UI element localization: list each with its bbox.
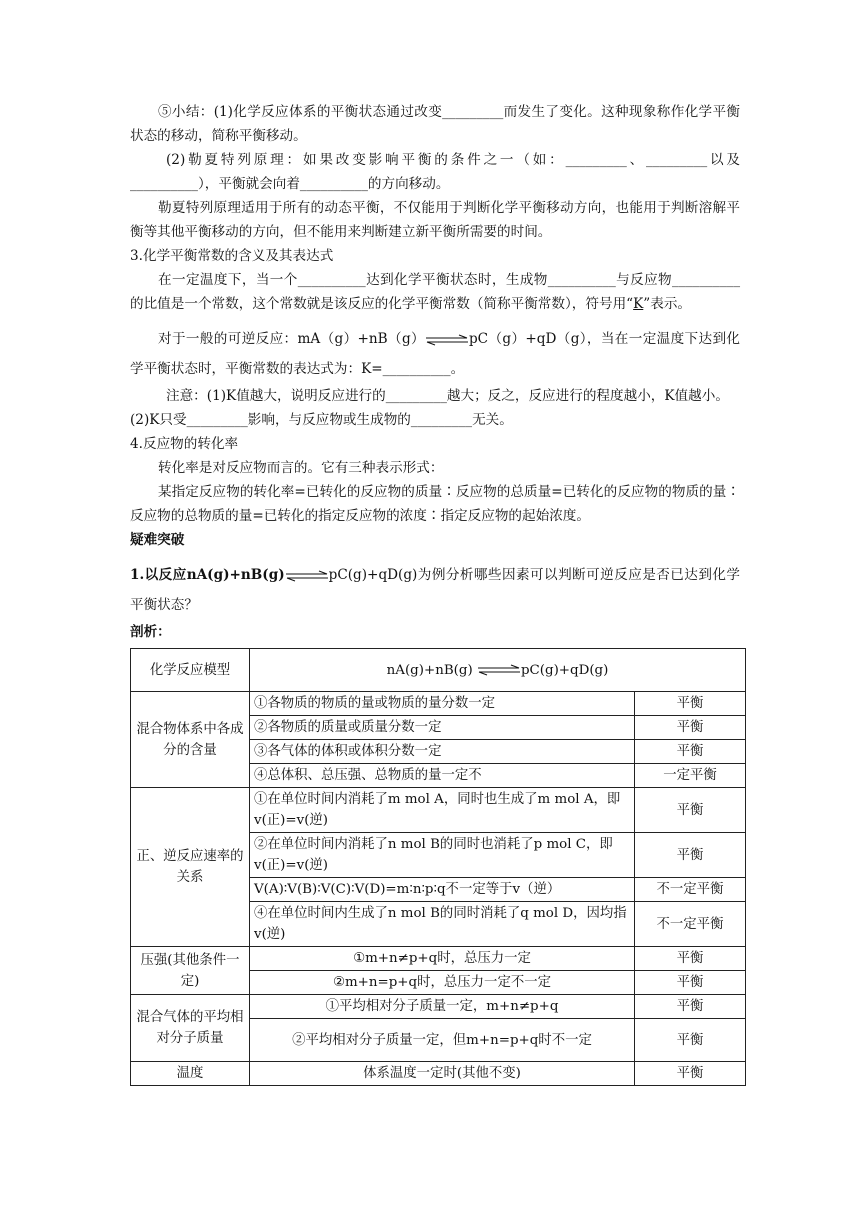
group-label-molar-mass: 混合气体的平均相对分子质量 (131, 995, 250, 1062)
condition-cell: ④总体积、总压强、总物质的量一定不 (250, 764, 635, 788)
general-reaction-paragraph (130, 324, 740, 384)
group-label-temperature: 温度 (131, 1062, 250, 1086)
condition-cell: ②各物质的质量或质量分数一定 (250, 716, 635, 740)
result-cell: 不一定平衡 (635, 902, 746, 947)
table-row (131, 1062, 746, 1086)
definition-text-b: ”表示。 (643, 296, 692, 312)
result-cell: 一定平衡 (635, 764, 746, 788)
result-cell: 不一定平衡 (635, 878, 746, 902)
question-1-right: pC(g)+qD(g)为例分析哪些因素可以判断可逆反应是否已达到化学平衡状态？ (130, 567, 740, 613)
result-cell: 平衡 (635, 971, 746, 995)
le-chatelier-note: 勒夏特列原理适用于所有的动态平衡，不仅能用于判断化学平衡移动方向，也能用于判断溶解平衡等其他平衡移动的方向，但不能用来判断建立新平衡所需要的时间。 (130, 200, 740, 240)
condition-cell: ②平均相对分子质量一定，但m+n=p+q时不一定 (250, 1019, 635, 1062)
section-heading-3: 3.化学平衡常数的含义及其表达式 (130, 248, 334, 264)
analysis-heading: 剖析： (130, 624, 171, 640)
condition-cell: ①平均相对分子质量一定，m+n≠p+q (250, 995, 635, 1019)
condition-cell: 体系温度一定时(其他不变) (250, 1062, 635, 1086)
question-1 (130, 560, 740, 620)
condition-cell: ③各气体的体积或体积分数一定 (250, 740, 635, 764)
condition-cell: ②在单位时间内消耗了n mol B的同时也消耗了p mol C，即v(正)=v(逆) (250, 833, 635, 878)
result-cell: 平衡 (635, 833, 746, 878)
equilibrium-criteria-table (130, 648, 746, 1086)
result-cell: 平衡 (635, 692, 746, 716)
question-1-left: 1.以反应nA(g)+nB(g) (130, 567, 285, 583)
reversible-arrow-icon (285, 570, 329, 582)
result-cell: 平衡 (635, 788, 746, 833)
table-row (131, 788, 746, 833)
note-1: 注意：(1)K值越大，说明反应进行的_________越大；反之，反应进行的程度越小，K值越小。 (166, 388, 729, 404)
header-reaction (250, 649, 746, 692)
condition-cell: ①在单位时间内消耗了m mol A，同时也生成了m mol A，即v(正)=v(逆) (250, 788, 635, 833)
result-cell: 平衡 (635, 716, 746, 740)
reversible-arrow-icon (477, 664, 521, 676)
equilibrium-constant-definition (130, 268, 740, 316)
result-cell: 平衡 (635, 740, 746, 764)
group-label-content: 混合物体系中各成分的含量 (131, 692, 250, 788)
conversion-intro: 转化率是对反应物而言的。它有三种表示形式： (158, 460, 444, 476)
result-cell: 平衡 (635, 1019, 746, 1062)
group-label-pressure: 压强(其他条件一定) (131, 947, 250, 995)
table-row (131, 995, 746, 1019)
result-cell: 平衡 (635, 947, 746, 971)
difficulty-heading: 疑难突破 (130, 532, 185, 548)
document-page (130, 100, 740, 1086)
definition-text-a: 在一定温度下，当一个__________达到化学平衡状态时，生成物__________与反应物__________的比值是一个常数，这个常数就是该反应的化学平衡常数（简称平衡常数），符号用“ (130, 272, 740, 312)
header-reaction-right: pC(g)+qD(g) (520, 662, 609, 678)
note-2: (2)K只受_________影响，与反应物或生成物的_________无关。 (130, 412, 513, 428)
result-cell: 平衡 (635, 1062, 746, 1086)
table-row (131, 947, 746, 971)
reversible-arrow-icon (425, 334, 469, 346)
condition-cell: ④在单位时间内生成了n mol B的同时消耗了q mol D，因均指v(逆) (250, 902, 635, 947)
k-symbol: K (633, 296, 644, 312)
le-chatelier-principle: (2)勒夏特列原理：如果改变影响平衡的条件之一（如：_________、_________以及__________），平衡就会向着__________的方向移动。 (130, 152, 740, 192)
condition-cell: V(A)∶V(B)∶V(C)∶V(D)=m∶n∶p∶q不一定等于v（逆） (250, 878, 635, 902)
condition-cell: ①m+n≠p+q时，总压力一定 (250, 947, 635, 971)
header-label: 化学反应模型 (131, 649, 250, 692)
condition-cell: ②m+n=p+q时，总压力一定不一定 (250, 971, 635, 995)
table-header-row (131, 649, 746, 692)
header-reaction-left: nA(g)+nB(g) (386, 662, 473, 678)
section-heading-4: 4.反应物的转化率 (130, 436, 239, 452)
result-cell: 平衡 (635, 995, 746, 1019)
summary-paragraph: ⑤小结：(1)化学反应体系的平衡状态通过改变_________而发生了变化。这种现象称作化学平衡状态的移动，简称平衡移动。 (130, 104, 740, 144)
general-reaction-left: 对于一般的可逆反应：mA（g）+nB（g） (158, 331, 425, 347)
conversion-forms: 某指定反应物的转化率=已转化的反应物的质量∶反应物的总质量=已转化的反应物的物质的量∶反应物的总物质的量=已转化的指定反应物的浓度∶指定反应物的起始浓度。 (130, 484, 740, 524)
table-row (131, 692, 746, 716)
condition-cell: ①各物质的物质的量或物质的量分数一定 (250, 692, 635, 716)
group-label-rate: 正、逆反应速率的关系 (131, 788, 250, 947)
general-reaction-right: pC（g）+qD（g），当在一定温度下达到化学平衡状态时，平衡常数的表达式为：K=__________。 (130, 331, 741, 377)
